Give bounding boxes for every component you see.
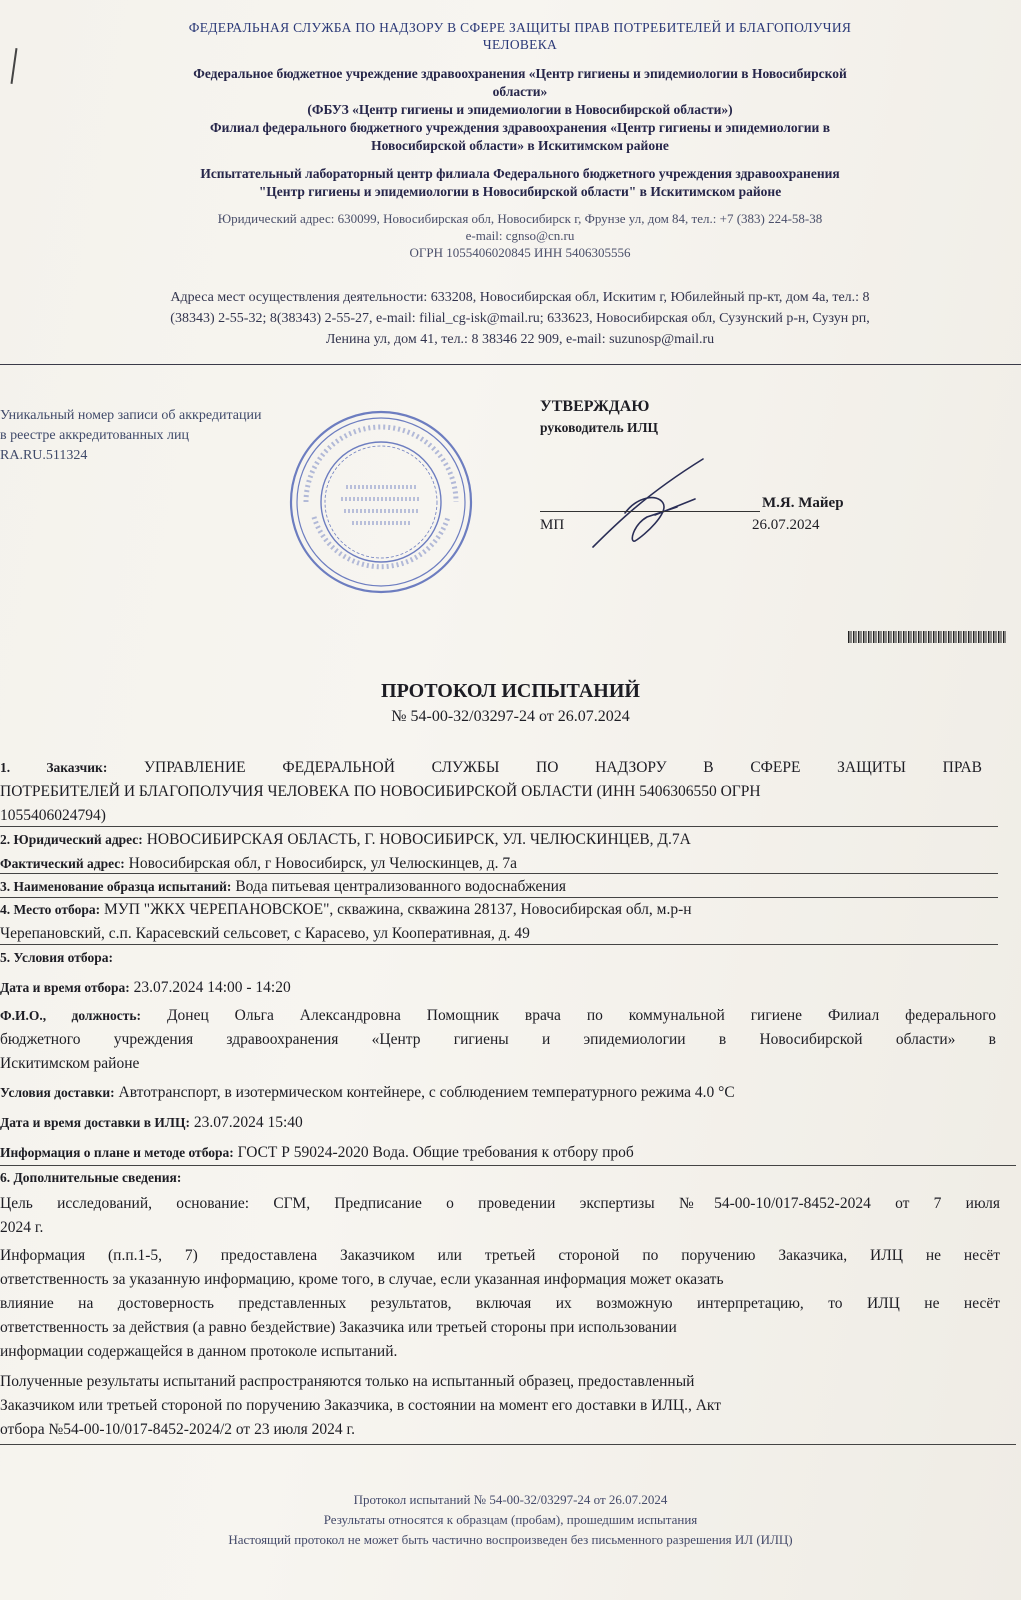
actual-address: Фактический адрес: Новосибирская обл, г Новосибирск, ул Челюскинцев, д. 7а [0,855,518,872]
page-footer [0,1490,1021,1550]
header-lab: Испытательный лабораторный центр филиала Федерального бюджетного учреждения здравоохранения "Центр гигиены и эпидемиологии в Новосибирской области" в Искитимском районе [200,166,840,199]
delivery-conditions: Условия доставки: Автотранспорт, в изотермическом контейнере, с соблюдением температурного режима 4.0 °С [0,1084,735,1101]
margin-mark [11,48,18,84]
signature-line [540,511,760,512]
protocol-title: ПРОТОКОЛ ИСПЫТАНИЙ [381,680,640,702]
delivery-datetime: Дата и время доставки в ИЛЦ: 23.07.2024 15:40 [0,1114,303,1131]
sampler-line-2: бюджетного учреждения здравоохранения «Центр гигиены и эпидемиологии в Новосибирской области» в [0,1031,996,1048]
disclaimer-line-4: ответственность за действия (а равно бездействие) Заказчика или третьей стороны при использовании [0,1319,677,1336]
header-institution: Федеральное бюджетное учреждение здравоохранения «Центр гигиены и эпидемиологии в Новосибирской области» (ФБУЗ «Центр гигиены и эпидемиологии в Новосибирской области») Филиал федерального бюджетного учреждения здравоохранения «Центр гигиены и эпидемиологии в Новосибирской области» в Искитимском районе [193,66,847,153]
results-scope-line-2: Заказчиком или третьей стороной по поручению Заказчика, в состоянии на момент его доставки в ИЛЦ., Акт [0,1397,722,1414]
research-purpose-line-1: Цель исследований, основание: СГМ, Предписание о проведении экспертизы №54-00-10/017-8452-2024 от 7 июля [0,1195,1000,1212]
disclaimer-line-2: ответственность за указанную информацию, кроме того, в случае, если указанная информация может оказать [0,1271,724,1288]
approver-name: М.Я. Майер [762,495,844,511]
legal-address: 2. Юридический адрес: НОВОСИБИРСКАЯ ОБЛАСТЬ, Г. НОВОСИБИРСК, УЛ. ЧЕЛЮСКИНЦЕВ, Д.7А [0,831,691,848]
approval-role: руководитель ИЛЦ [540,420,659,435]
customer-line-2: ПОТРЕБИТЕЛЕЙ И БЛАГОПОЛУЧИЯ ЧЕЛОВЕКА ПО НОВОСИБИРСКОЙ ОБЛАСТИ (ИНН 5406306550 ОГРН [0,783,761,800]
sampling-method: Информация о плане и методе отбора: ГОСТ Р 59024-2020 Вода. Общие требования к отбору проб [0,1144,634,1161]
signature [585,455,725,555]
sampling-place-line-2: Черепановский, с.п. Карасевский сельсовет, с Карасево, ул Кооперативная, д. 49 [0,925,530,942]
footer-reproduction-note: Настоящий протокол не может быть частично воспроизведен без письменного разрешения ИЛ (ИЛЦ) [228,1532,793,1547]
customer-line-1: 1. Заказчик: УПРАВЛЕНИЕ ФЕДЕРАЛЬНОЙ СЛУЖБЫ ПО НАДЗОРУ В СФЕРЕ ЗАЩИТЫ ПРАВ [0,759,982,776]
research-purpose-line-2: 2024 г. [0,1219,44,1236]
header-legal-address: Юридический адрес: 630099, Новосибирская обл, Новосибирск г, Фрунзе ул, дом 84, тел.: +7 (383) 224-58-38 e-mail: cgnso@cn.ru ОГРН 1055406020845 ИНН 5406305556 [217,211,823,260]
sampling-datetime: Дата и время отбора: 23.07.2024 14:00 - 14:20 [0,979,291,996]
results-scope-line-3: отбора №54-00-10/017-8452-2024/2 от 23 июля 2024 г. [0,1421,356,1438]
sampling-conditions-label: 5. Условия отбора: [0,950,113,965]
approval-block [540,398,658,436]
protocol-number: № 54-00-32/03297-24 от 26.07.2024 [391,708,630,725]
disclaimer-line-5: информации содержащейся в данном протоколе испытаний. [0,1343,398,1360]
sample-name: 3. Наименование образца испытаний: Вода питьевая централизованного водоснабжения [0,878,567,895]
footer-protocol-ref: Протокол испытаний № 54-00-32/03297-24 от 26.07.2024 [353,1492,668,1507]
approval-title: УТВЕРЖДАЮ [540,398,650,415]
customer-line-3: 1055406024794) [0,807,106,824]
footer-results-note: Результаты относятся к образцам (пробам), прошедшим испытания [323,1512,698,1527]
disclaimer-line-3: влияние на достоверность представленных результатов, включая их возможную интерпретацию, то ИЛЦ не несёт [0,1295,1000,1312]
barcode [848,631,1006,643]
additional-info-label: 6. Дополнительные сведения: [0,1170,182,1185]
stamp-place-mp: МП [540,517,565,533]
results-scope-line-1: Полученные результаты испытаний распространяются только на испытанный образец, предоставленный [0,1373,695,1390]
sampler-line-3: Искитимском районе [0,1055,140,1072]
approval-date: 26.07.2024 [752,517,820,533]
disclaimer-line-1: Информация (п.п.1-5, 7) предоставлена Заказчиком или третьей стороной по поручению Заказчика, ИЛЦ не несёт [0,1247,1000,1264]
header-activity-addresses: Адреса мест осуществления деятельности: 633208, Новосибирская обл, Искитим г, Юбилейный пр-кт, дом 4а, тел.: 8 (38343) 2-55-32; 8(38343) 2-55-27, e-mail: filial_cg-isk@mail.ru; 633623, Новосибирская обл, Сузунский р-н, Сузун рп, Ленина ул, дом 41, тел.: 8 38346 22 909, e-mail: suzunosp@mail.ru [170,290,870,347]
accreditation-block: Уникальный номер записи об аккредитации в реестре аккредитованных лиц RA.RU.511324 [0,408,262,463]
header-rule [0,364,1021,365]
official-stamp [286,407,476,597]
header-agency: ФЕДЕРАЛЬНАЯ СЛУЖБА ПО НАДЗОРУ В СФЕРЕ ЗАЩИТЫ ПРАВ ПОТРЕБИТЕЛЕЙ И БЛАГОПОЛУЧИЯ ЧЕЛОВЕКА [188,20,852,52]
sampler-line-1: Ф.И.О., должность: Донец Ольга Александровна Помощник врача по коммунальной гигиене Филиал федерального [0,1007,997,1024]
sampling-place-line-1: 4. Место отбора: МУП "ЖКХ ЧЕРЕПАНОВСКОЕ", скважина, скважина 28137, Новосибирская обл, м.р-н [0,901,692,918]
